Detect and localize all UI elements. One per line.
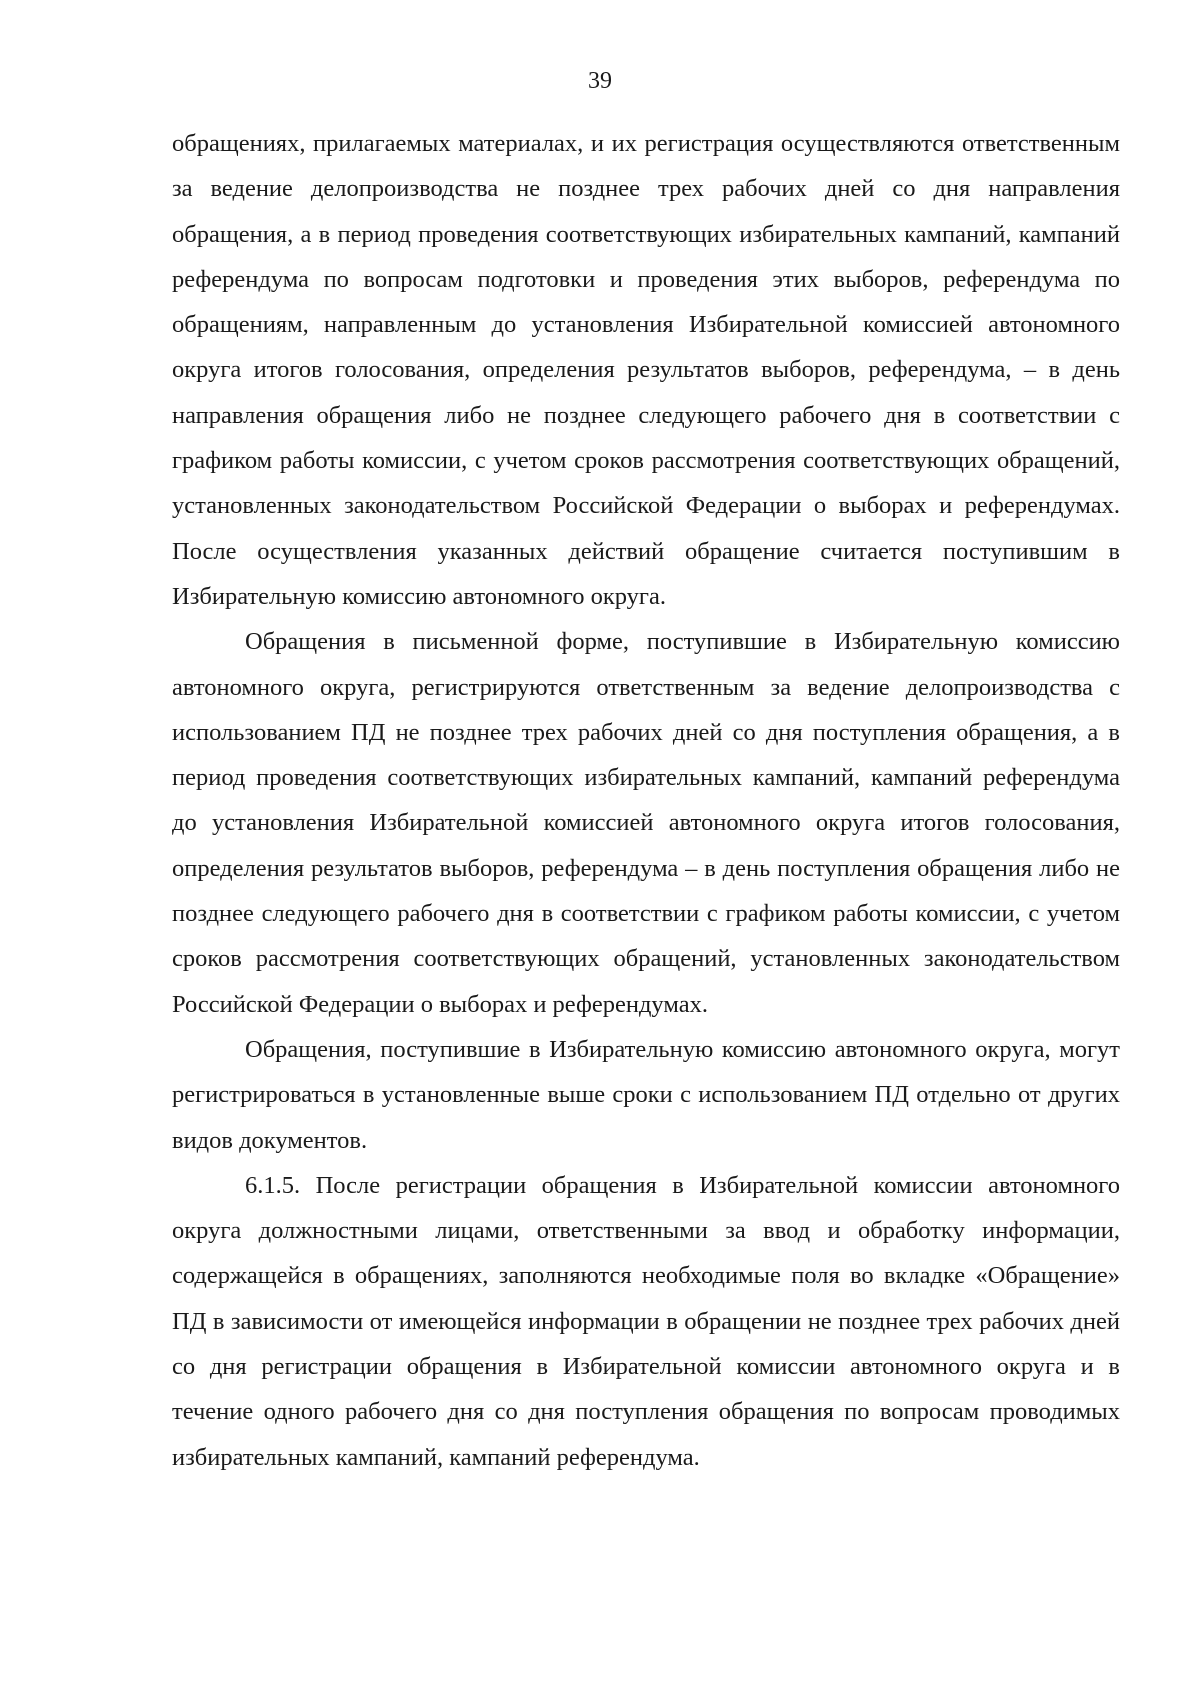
document-body	[172, 121, 1120, 1480]
paragraph-continuation: обращениях, прилагаемых материалах, и их регистрация осуществляются ответственным за ведение делопроизводства не позднее трех рабочих дней со дня направления обращения, а в период проведения соответствующих избирательных кампаний, кампаний референдума по вопросам подготовки и проведения этих выборов, референдума по обращениям, направленным до установления Избирательной комиссией автономного округа итогов голосования, определения результатов выборов, референдума, – в день направления обращения либо не позднее следующего рабочего дня в соответствии с графиком работы комиссии, с учетом сроков рассмотрения соответствующих обращений, установленных законодательством Российской Федерации о выборах и референдумах. После осуществления указанных действий обращение считается поступившим в Избирательную комиссию автономного округа.	[172, 130, 1120, 610]
paragraph-written-appeals: Обращения в письменной форме, поступившие в Избирательную комиссию автономного округа, регистрируются ответственным за ведение делопроизводства с использованием ПД не позднее трех рабочих дней со дня поступления обращения, а в период проведения соответствующих избирательных кампаний, кампаний референдума до установления Избирательной комиссией автономного округа итогов голосования, определения результатов выборов, референдума – в день поступления обращения либо не позднее следующего рабочего дня в соответствии с графиком работы комиссии, с учетом сроков рассмотрения соответствующих обращений, установленных законодательством Российской Федерации о выборах и референдумах.	[172, 628, 1120, 1018]
paragraph-section-6-1-5: 6.1.5. После регистрации обращения в Избирательной комиссии автономного округа должностными лицами, ответственными за ввод и обработку информации, содержащейся в обращениях, заполняются необходимые поля во вкладке «Обращение» ПД в зависимости от имеющейся информации в обращении не позднее трех рабочих дней со дня регистрации обращения в Избирательной комиссии автономного округа и в течение одного рабочего дня со дня поступления обращения по вопросам проводимых избирательных кампаний, кампаний референдума.	[172, 1171, 1120, 1471]
page-number: 39	[588, 68, 612, 94]
paragraph-separate-registration: Обращения, поступившие в Избирательную комиссию автономного округа, могут регистрироваться в установленные выше сроки с использованием ПД отдельно от других видов документов.	[172, 1035, 1120, 1154]
